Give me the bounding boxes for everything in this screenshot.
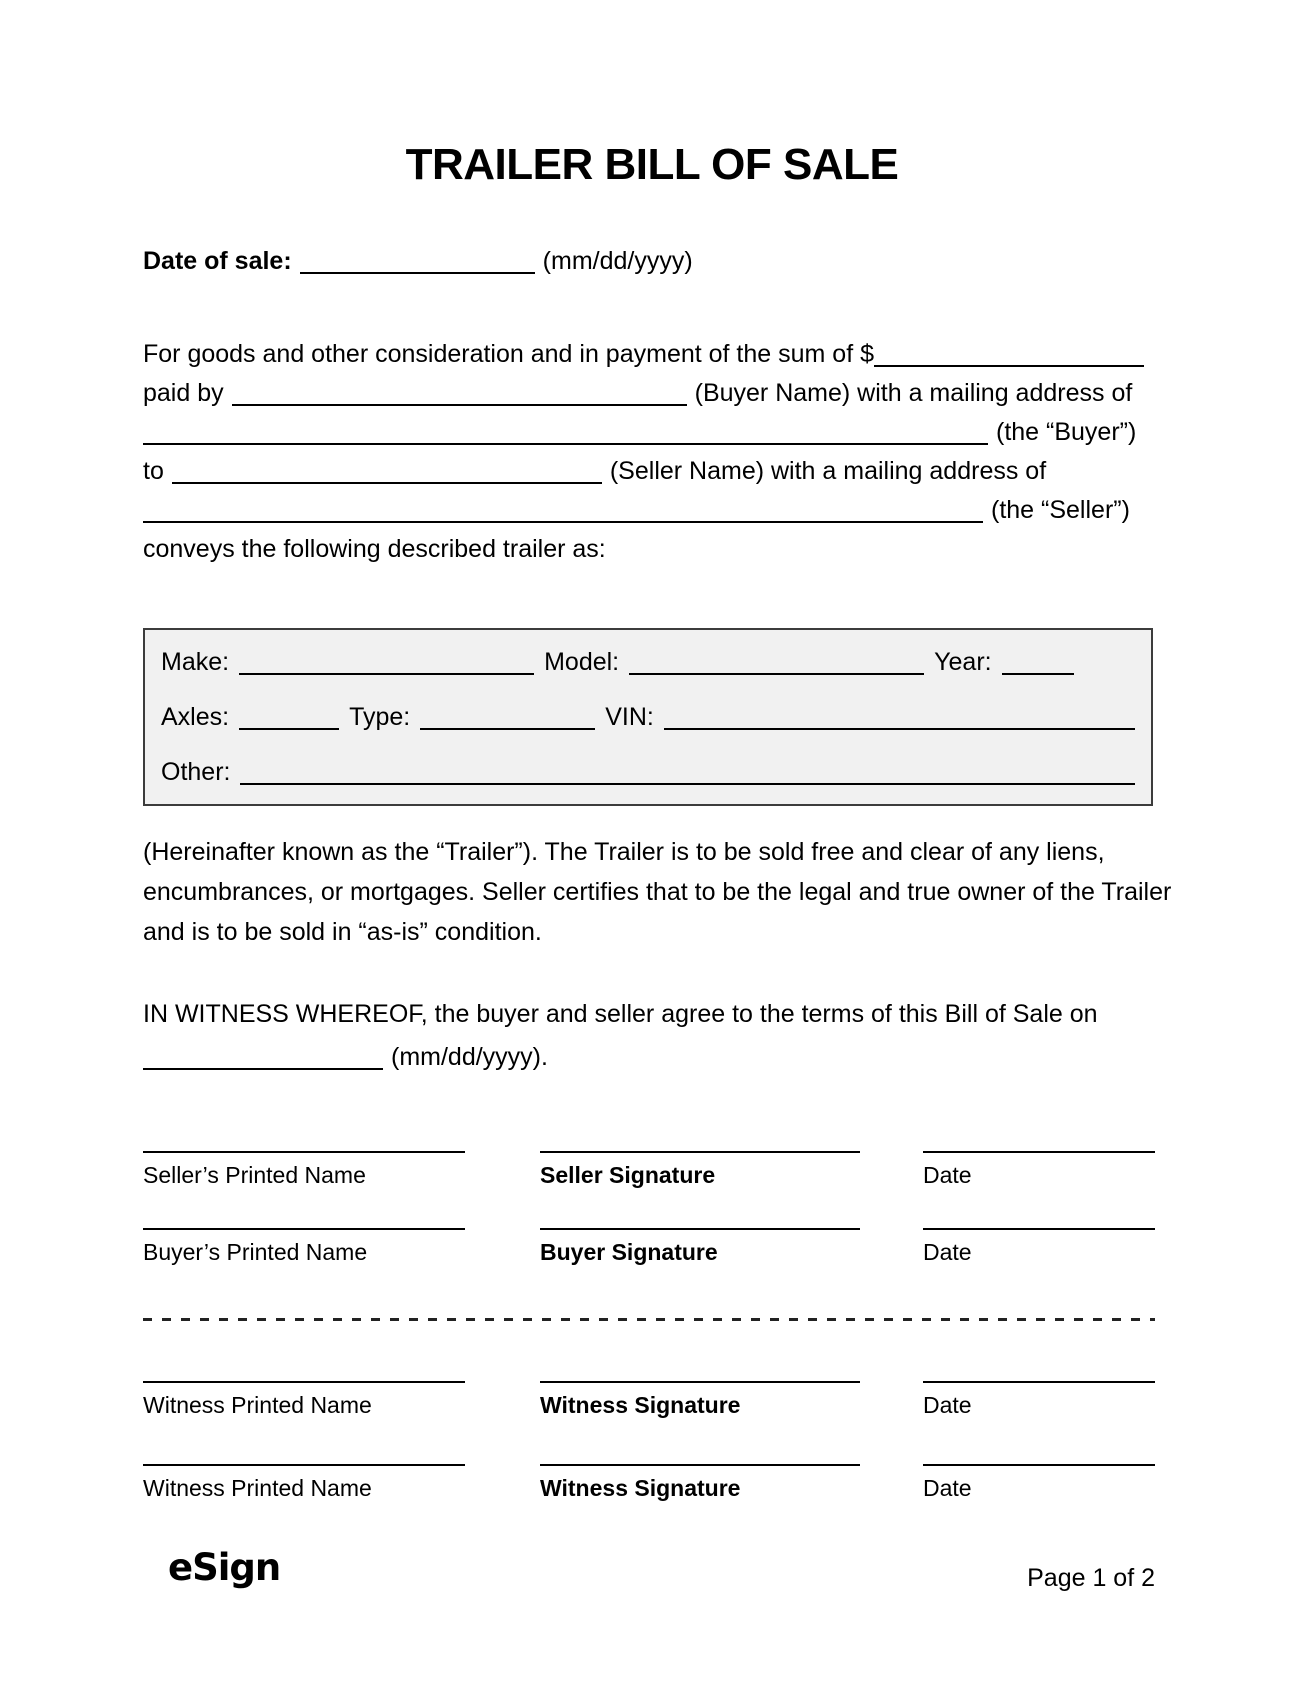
clause-line-3: [143, 918, 1155, 947]
intro-line-3-suffix: (the “Buyer”): [996, 418, 1137, 446]
witness-clause-text: IN WITNESS WHEREOF, the buyer and seller agree to the terms of this Bill of Sale on: [143, 1000, 1098, 1028]
buyer-address-field[interactable]: [143, 425, 988, 445]
seller-date-field[interactable]: [923, 1151, 1155, 1153]
trailer-box-row-3: [161, 758, 1135, 787]
witness2-printed-name-cell: [143, 1464, 465, 1502]
buyer-date-cell: [923, 1228, 1155, 1266]
trailer-box-row-1: [161, 648, 1135, 677]
witness1-signature-field[interactable]: [540, 1381, 860, 1383]
clause-line-1: [143, 838, 1155, 867]
witness2-signature-label: Witness Signature: [540, 1475, 741, 1501]
page-number: Page 1 of 2: [1027, 1564, 1155, 1592]
esign-logo: eSign: [168, 1546, 281, 1589]
other-label: Other:: [161, 758, 231, 786]
witness2-signature-field[interactable]: [540, 1464, 860, 1466]
document-title: TRAILER BILL OF SALE: [405, 140, 899, 189]
axles-field[interactable]: [239, 710, 339, 730]
year-label: Year:: [934, 648, 992, 676]
buyer-printed-name-label: Buyer’s Printed Name: [143, 1239, 368, 1265]
witness-clause-format-hint: (mm/dd/yyyy).: [391, 1043, 548, 1071]
buyer-name-field[interactable]: [232, 386, 687, 406]
witness2-date-field[interactable]: [923, 1464, 1155, 1466]
clause-line-1-text: (Hereinafter known as the “Trailer”). The Trailer is to be sold free and clear of any liens,: [143, 838, 1105, 866]
seller-date-cell: [923, 1151, 1155, 1189]
intro-line-2: [143, 379, 1155, 408]
buyer-date-field[interactable]: [923, 1228, 1155, 1230]
witness1-printed-name-cell: [143, 1381, 465, 1419]
seller-signature-field[interactable]: [540, 1151, 860, 1153]
type-field[interactable]: [420, 710, 595, 730]
witness2-printed-name-label: Witness Printed Name: [143, 1475, 372, 1501]
make-label: Make:: [161, 648, 230, 676]
witness1-date-label: Date: [923, 1392, 972, 1418]
witness1-signature-cell: [540, 1381, 860, 1419]
seller-printed-name-field[interactable]: [143, 1151, 465, 1153]
intro-line-6: [143, 535, 1155, 564]
clause-line-3-text: and is to be sold in “as-is” condition.: [143, 918, 542, 946]
vin-label: VIN:: [605, 703, 654, 731]
trailer-details-box: [143, 628, 1153, 806]
intro-line-2-suffix: (Buyer Name) with a mailing address of: [694, 379, 1133, 407]
witness2-signature-cell: [540, 1464, 860, 1502]
intro-line-2-prefix: paid by: [143, 379, 224, 407]
date-of-sale-label: Date of sale:: [143, 247, 292, 275]
witness1-printed-name-field[interactable]: [143, 1381, 465, 1383]
buyer-date-label: Date: [923, 1239, 972, 1265]
seller-signature-label: Seller Signature: [540, 1162, 716, 1188]
axles-label: Axles:: [161, 703, 230, 731]
intro-line-1: [143, 340, 1155, 369]
seller-printed-name-label: Seller’s Printed Name: [143, 1162, 366, 1188]
intro-line-4: [143, 457, 1155, 486]
sum-amount-field[interactable]: [874, 347, 1144, 367]
intro-line-5-suffix: (the “Seller”): [991, 496, 1130, 524]
vin-field[interactable]: [664, 710, 1135, 730]
intro-line-5: [143, 496, 1155, 525]
witness2-date-label: Date: [923, 1475, 972, 1501]
buyer-signature-label: Buyer Signature: [540, 1239, 718, 1265]
witness1-printed-name-label: Witness Printed Name: [143, 1392, 372, 1418]
date-format-hint: (mm/dd/yyyy): [542, 247, 693, 275]
witness-clause-line-2: [143, 1043, 1155, 1072]
seller-name-field[interactable]: [172, 464, 602, 484]
intro-line-4-suffix: (Seller Name) with a mailing address of: [609, 457, 1047, 485]
seller-date-label: Date: [923, 1162, 972, 1188]
buyer-printed-name-cell: [143, 1228, 465, 1266]
buyer-printed-name-field[interactable]: [143, 1228, 465, 1230]
model-field[interactable]: [629, 655, 924, 675]
witness-clause-line-1: [143, 1000, 1155, 1029]
other-field[interactable]: [240, 765, 1135, 785]
clause-line-2-text: encumbrances, or mortgages. Seller certifies that to be the legal and true owner of the Trailer: [143, 878, 1172, 906]
seller-address-field[interactable]: [143, 503, 983, 523]
execution-date-field[interactable]: [143, 1050, 383, 1070]
date-of-sale-line: [143, 247, 1155, 276]
buyer-signature-cell: [540, 1228, 860, 1266]
model-label: Model:: [544, 648, 620, 676]
date-of-sale-field[interactable]: [300, 254, 535, 274]
seller-printed-name-cell: [143, 1151, 465, 1189]
year-field[interactable]: [1002, 655, 1074, 675]
section-divider-dashed-line: [143, 1318, 1155, 1321]
intro-line-1-text: For goods and other consideration and in payment of the sum of $: [143, 340, 875, 368]
buyer-signature-field[interactable]: [540, 1228, 860, 1230]
witness2-printed-name-field[interactable]: [143, 1464, 465, 1466]
witness2-date-cell: [923, 1464, 1155, 1502]
witness1-date-field[interactable]: [923, 1381, 1155, 1383]
intro-line-3: [143, 418, 1155, 447]
seller-signature-cell: [540, 1151, 860, 1189]
intro-line-4-prefix: to: [143, 457, 164, 485]
clause-line-2: [143, 878, 1172, 907]
intro-line-6-text: conveys the following described trailer as:: [143, 535, 606, 563]
witness1-signature-label: Witness Signature: [540, 1392, 741, 1418]
make-field[interactable]: [239, 655, 534, 675]
type-label: Type:: [349, 703, 411, 731]
witness1-date-cell: [923, 1381, 1155, 1419]
trailer-box-row-2: [161, 703, 1135, 732]
